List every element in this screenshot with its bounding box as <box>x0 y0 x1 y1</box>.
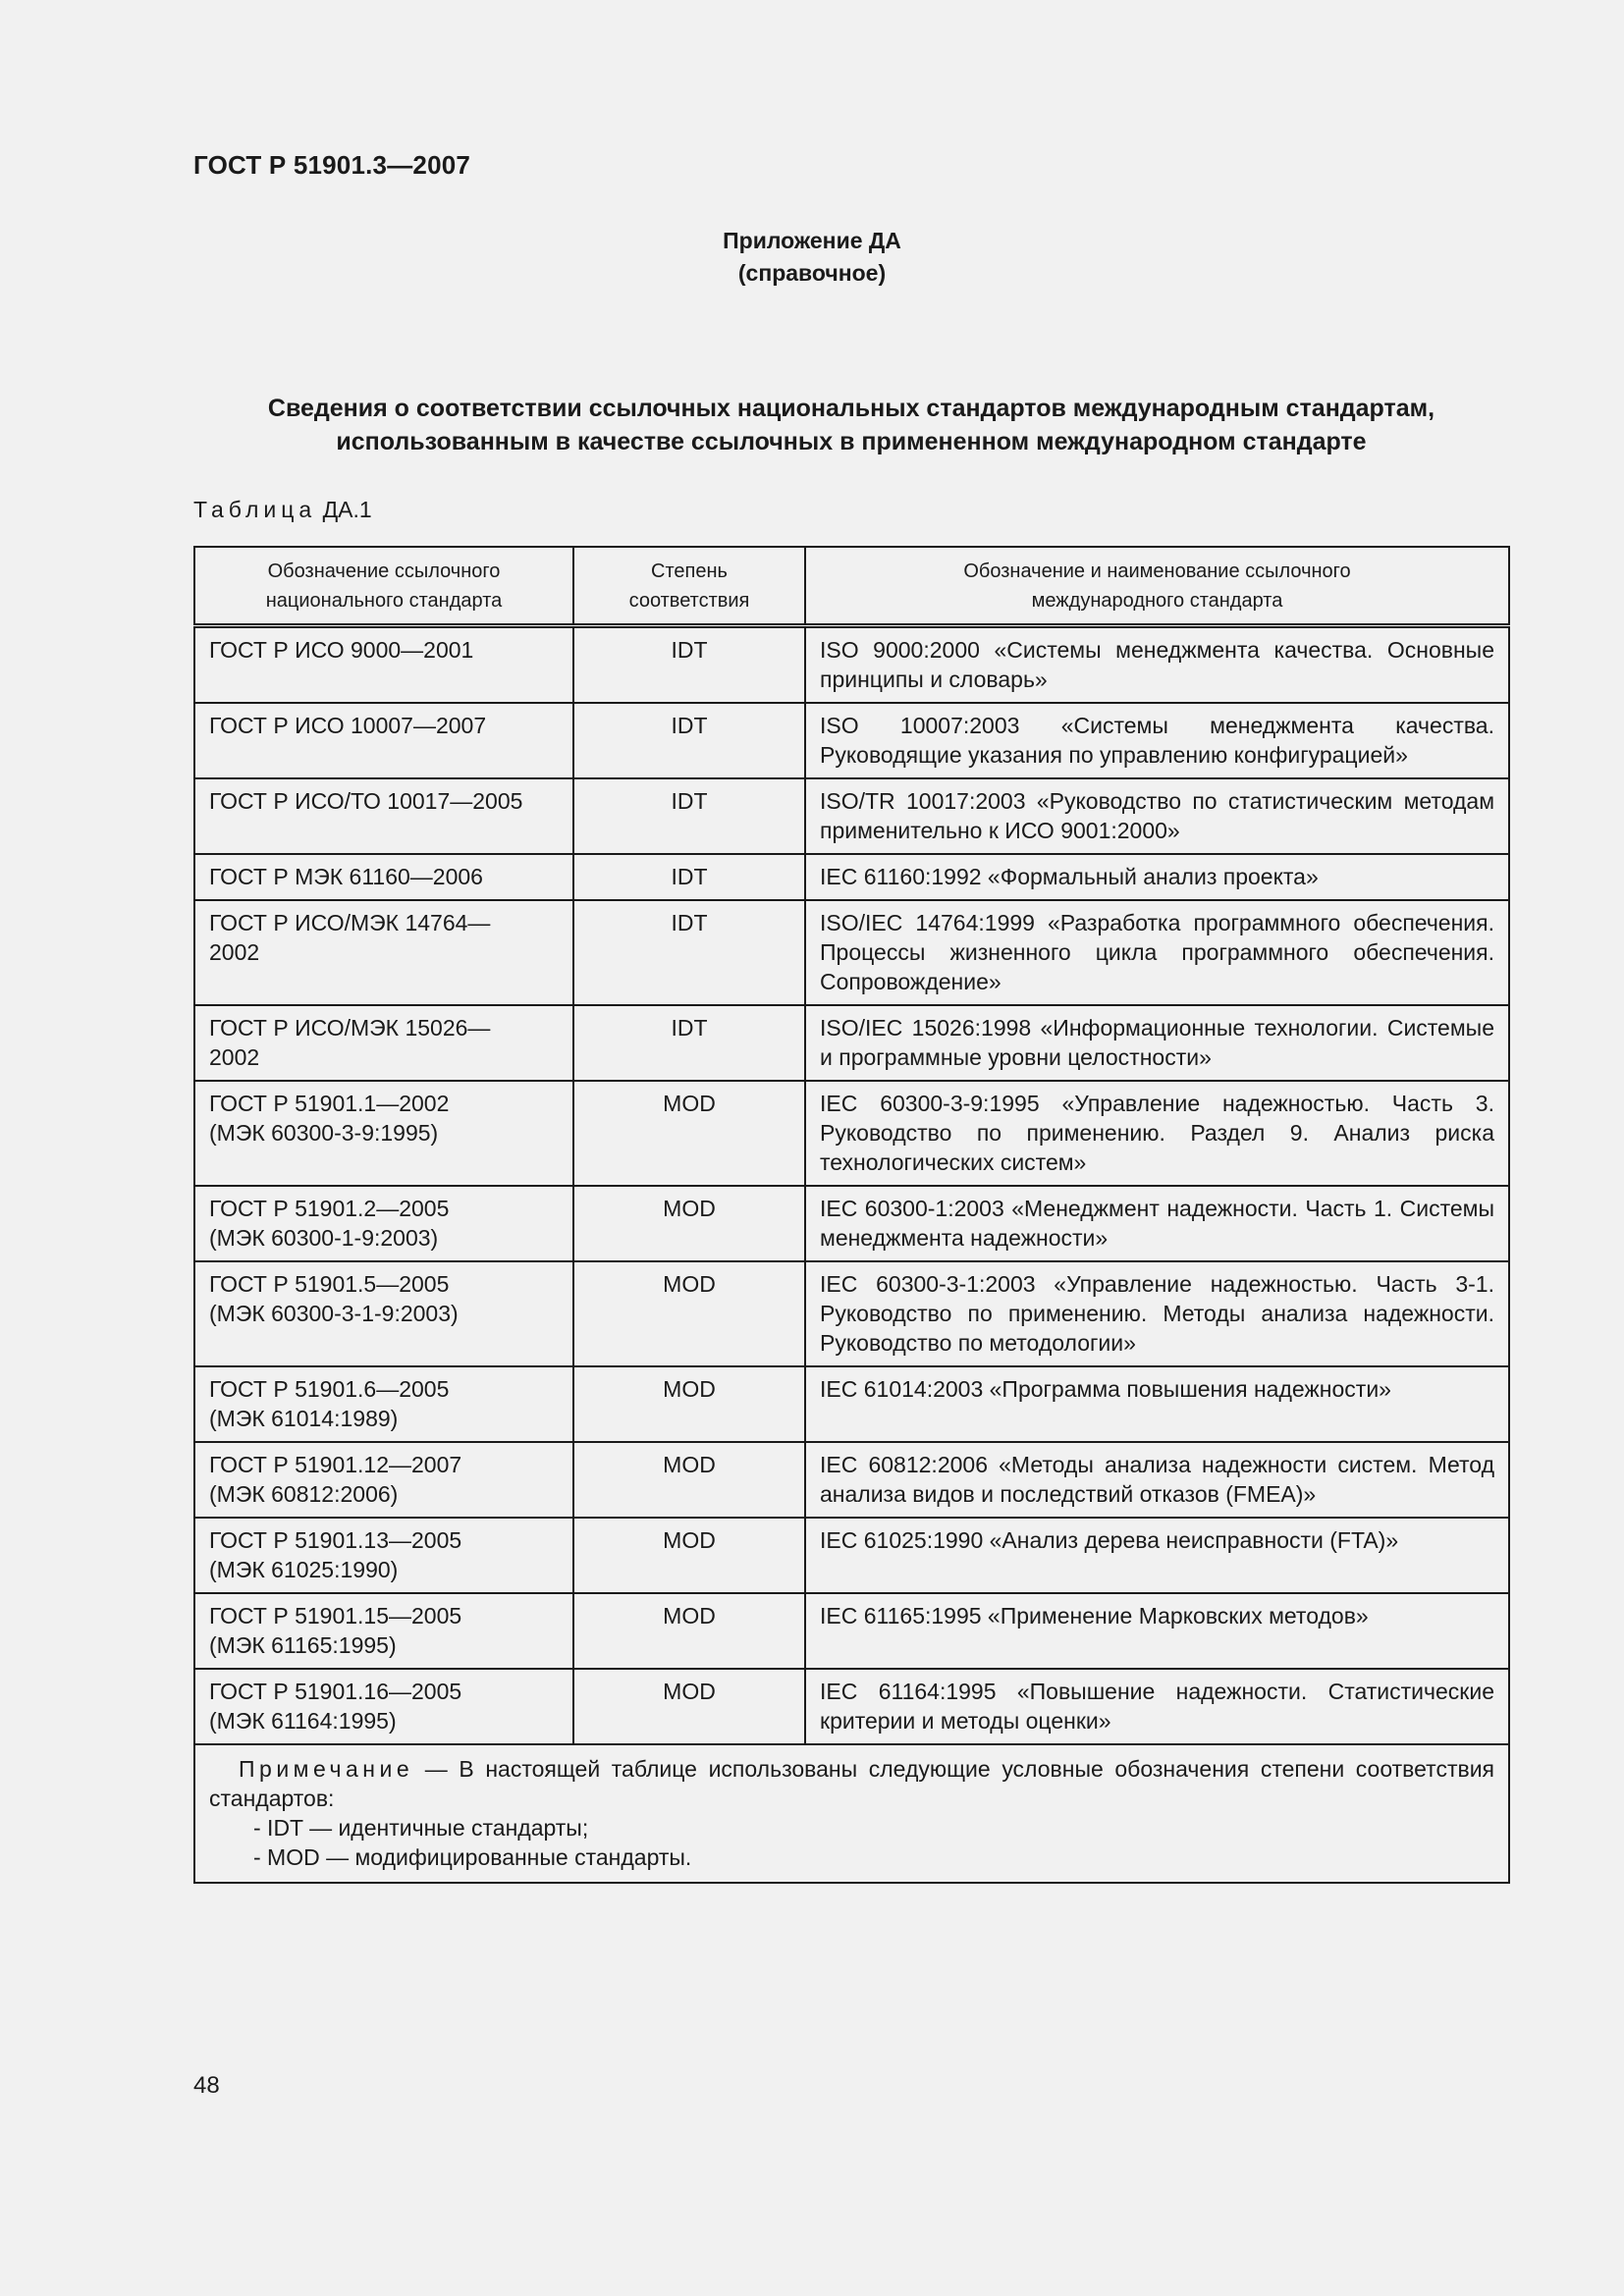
note-item-idt: - IDT — идентичные стандарты; <box>253 1815 589 1841</box>
table-note-row <box>194 1744 1509 1883</box>
table-row <box>194 1593 1509 1669</box>
section-title <box>193 392 1509 458</box>
document-designation: ГОСТ Р 51901.3—2007 <box>193 150 471 180</box>
table-row <box>194 1005 1509 1081</box>
table-row <box>194 1518 1509 1593</box>
degree-cell: MOD <box>573 1669 805 1744</box>
table-row <box>194 1442 1509 1518</box>
note-label: Примечание <box>239 1756 414 1782</box>
table-row <box>194 1261 1509 1366</box>
national-standard-cell: ГОСТ Р МЭК 61160—2006 <box>194 854 573 900</box>
table-caption-word: Таблица <box>193 497 317 522</box>
degree-cell: IDT <box>573 854 805 900</box>
degree-cell: IDT <box>573 778 805 854</box>
column-header-national: Обозначение ссылочного национального стандарта <box>194 547 573 626</box>
international-standard-cell: ISO/TR 10017:2003 «Руководство по статистическим методам применительно к ИСО 9001:2000» <box>805 778 1509 854</box>
table-row <box>194 1081 1509 1186</box>
national-standard-cell: ГОСТ Р 51901.1—2002 (МЭК 60300-3-9:1995) <box>194 1081 573 1186</box>
international-standard-cell: IEC 60300-3-1:2003 «Управление надежностью. Часть 3-1. Руководство по применению. Методы анализа надежности. Руководство по методологии» <box>805 1261 1509 1366</box>
column-header-international: Обозначение и наименование ссылочного международного стандарта <box>805 547 1509 626</box>
international-standard-cell: IEC 61014:2003 «Программа повышения надежности» <box>805 1366 1509 1442</box>
national-standard-cell: ГОСТ Р ИСО/ТО 10017—2005 <box>194 778 573 854</box>
correspondence-table-container <box>193 546 1508 1884</box>
table-row <box>194 703 1509 778</box>
international-standard-cell: IEC 61164:1995 «Повышение надежности. Статистические критерии и методы оценки» <box>805 1669 1509 1744</box>
national-standard-cell: ГОСТ Р 51901.15—2005 (МЭК 61165:1995) <box>194 1593 573 1669</box>
degree-cell: MOD <box>573 1261 805 1366</box>
degree-cell: MOD <box>573 1442 805 1518</box>
degree-cell: MOD <box>573 1593 805 1669</box>
degree-cell: MOD <box>573 1081 805 1186</box>
national-standard-cell: ГОСТ Р ИСО 9000—2001 <box>194 626 573 704</box>
correspondence-table <box>193 546 1510 1884</box>
column-header-degree: Степень соответствия <box>573 547 805 626</box>
degree-cell: MOD <box>573 1518 805 1593</box>
page-number: 48 <box>193 2072 220 2099</box>
degree-cell: MOD <box>573 1186 805 1261</box>
national-standard-cell: ГОСТ Р 51901.16—2005 (МЭК 61164:1995) <box>194 1669 573 1744</box>
table-caption-id: ДА.1 <box>322 497 372 522</box>
international-standard-cell: ISO/IEC 14764:1999 «Разработка программного обеспечения. Процессы жизненного цикла программного обеспечения. Сопровождение» <box>805 900 1509 1005</box>
table-row <box>194 1669 1509 1744</box>
note-paragraph <box>209 1754 1494 1813</box>
note-text: — В настоящей таблице использованы следующие условные обозначения степени соответствия стандартов: <box>209 1756 1494 1811</box>
international-standard-cell: ISO/IEC 15026:1998 «Информационные технологии. Системые и программные уровни целостности» <box>805 1005 1509 1081</box>
national-standard-cell: ГОСТ Р 51901.6—2005 (МЭК 61014:1989) <box>194 1366 573 1442</box>
degree-cell: IDT <box>573 626 805 704</box>
international-standard-cell: IEC 61165:1995 «Применение Марковских методов» <box>805 1593 1509 1669</box>
international-standard-cell: IEC 60812:2006 «Методы анализа надежности систем. Метод анализа видов и последствий отказов (FMEA)» <box>805 1442 1509 1518</box>
degree-cell: IDT <box>573 703 805 778</box>
table-header-row <box>194 547 1509 626</box>
section-title-line-1: Сведения о соответствии ссылочных национальных стандартов международным стандартам, <box>267 395 1435 422</box>
table-row <box>194 626 1509 704</box>
national-standard-cell: ГОСТ Р ИСО/МЭК 15026— 2002 <box>194 1005 573 1081</box>
national-standard-cell: ГОСТ Р 51901.5—2005 (МЭК 60300-3-1-9:2003) <box>194 1261 573 1366</box>
international-standard-cell: IEC 60300-3-9:1995 «Управление надежностью. Часть 3. Руководство по применению. Раздел 9. Анализ риска технологических систем» <box>805 1081 1509 1186</box>
international-standard-cell: ISO 9000:2000 «Системы менеджмента качества. Основные принципы и словарь» <box>805 626 1509 704</box>
table-row <box>194 900 1509 1005</box>
appendix-heading <box>0 225 1624 290</box>
national-standard-cell: ГОСТ Р ИСО 10007—2007 <box>194 703 573 778</box>
degree-cell: IDT <box>573 900 805 1005</box>
appendix-subtitle: (справочное) <box>737 260 887 286</box>
national-standard-cell: ГОСТ Р 51901.13—2005 (МЭК 61025:1990) <box>194 1518 573 1593</box>
international-standard-cell: IEC 61025:1990 «Анализ дерева неисправности (FTA)» <box>805 1518 1509 1593</box>
international-standard-cell: IEC 60300-1:2003 «Менеджмент надежности. Часть 1. Системы менеджмента надежности» <box>805 1186 1509 1261</box>
national-standard-cell: ГОСТ Р 51901.2—2005 (МЭК 60300-1-9:2003) <box>194 1186 573 1261</box>
table-caption <box>193 497 372 523</box>
degree-cell: IDT <box>573 1005 805 1081</box>
national-standard-cell: ГОСТ Р 51901.12—2007 (МЭК 60812:2006) <box>194 1442 573 1518</box>
table-note <box>194 1744 1509 1883</box>
note-item-mod: - MOD — модифицированные стандарты. <box>253 1844 692 1870</box>
national-standard-cell: ГОСТ Р ИСО/МЭК 14764— 2002 <box>194 900 573 1005</box>
appendix-title: Приложение ДА <box>723 228 901 253</box>
international-standard-cell: ISO 10007:2003 «Системы менеджмента качества. Руководящие указания по управлению конфигурацией» <box>805 703 1509 778</box>
section-title-line-2: использованным в качестве ссылочных в примененном международном стандарте <box>336 428 1367 455</box>
table-row <box>194 1366 1509 1442</box>
table-row <box>194 1186 1509 1261</box>
international-standard-cell: IEC 61160:1992 «Формальный анализ проекта» <box>805 854 1509 900</box>
table-row <box>194 854 1509 900</box>
degree-cell: MOD <box>573 1366 805 1442</box>
table-row <box>194 778 1509 854</box>
